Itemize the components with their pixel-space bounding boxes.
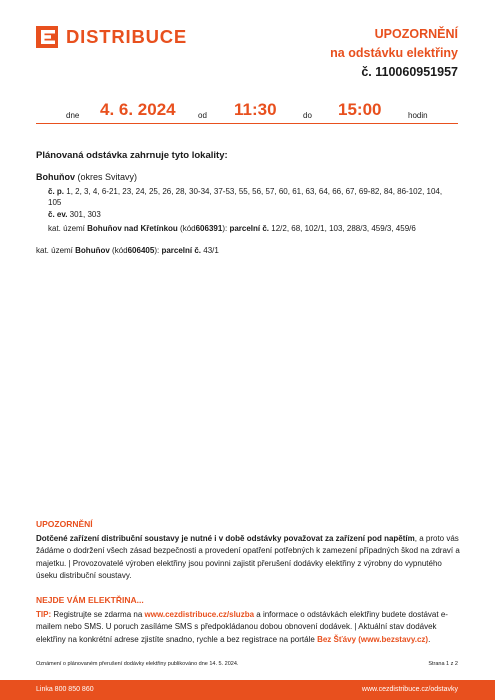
ce-label: č. ev. bbox=[48, 209, 68, 219]
cad1-parcels: 12/2, 68, 102/1, 103, 288/3, 459/3, 459/6 bbox=[271, 224, 416, 233]
cp-values: 1, 2, 3, 4, 6-21, 23, 24, 25, 26, 28, 30-34, 37-53, 55, 56, 57, 60, 61, 63, 64, 66, 67, 69-82, 84, 86-102, 104, bbox=[66, 186, 443, 196]
bezstavy-link[interactable]: (www.bezstavy.cz) bbox=[358, 634, 429, 644]
hotline[interactable]: Linka 800 850 860 bbox=[36, 686, 94, 693]
cez-logo-icon bbox=[36, 26, 58, 48]
cad2-name: Bohuňov bbox=[75, 245, 110, 255]
cad2-code: 606405 bbox=[127, 245, 155, 255]
tip-label: TIP: bbox=[36, 609, 52, 619]
cp-label: č. p. bbox=[48, 186, 65, 196]
outage-to: 15:00 bbox=[338, 100, 382, 119]
cad2-parcels: 43/1 bbox=[203, 245, 219, 255]
warning-text bbox=[36, 533, 461, 583]
outage-date: 4. 6. 2024 bbox=[100, 100, 176, 119]
cadastral-area-2 bbox=[36, 245, 456, 257]
evidence-numbers bbox=[36, 209, 456, 221]
date-label: dne bbox=[66, 111, 80, 120]
ce-values: 301, 303 bbox=[69, 209, 101, 219]
hours-label: hodin bbox=[408, 111, 428, 120]
cad1-prefix: kat. území bbox=[48, 224, 85, 233]
localities-intro: Plánovaná odstávka zahrnuje tyto lokality: bbox=[36, 150, 228, 161]
safety-warning bbox=[36, 518, 461, 583]
tip-end: . bbox=[428, 634, 431, 644]
tip-text bbox=[36, 609, 461, 647]
notice-title: UPOZORNĚNÍ bbox=[374, 27, 458, 41]
divider bbox=[36, 123, 458, 124]
cad1-parcel-label: parcelní č. bbox=[229, 224, 270, 233]
footer-bar bbox=[0, 680, 495, 700]
from-label: od bbox=[198, 111, 207, 120]
tip-text-2: a informace o odstávkách elektřiny budete dostávat e-mailem nebo SMS. U poruch zasíláme SMS s předpokládanou dobou obnovení dodávek. | Aktuální stav dodávek elektřiny na konkrétní adrese zjistíte snadno, rychle a bez registrace na portále bbox=[36, 609, 448, 644]
tip-section bbox=[36, 594, 461, 646]
cad2-code-close: ): bbox=[154, 245, 160, 255]
footer-url[interactable]: www.cezdistribuce.cz/odstavky bbox=[361, 686, 458, 693]
cad1-code: 606391 bbox=[195, 224, 223, 233]
warning-body: , a proto vás žádáme o dodržení všech zásad bezpečnosti a provedení opatření potřebných k zamezení případných škod na zdraví a majetku. | Provozovatelé výroben elektřiny jsou povinni zajistit přerušení dodávky elektřiny z výrobny do vypnutého úseku distribuční soustavy. bbox=[36, 533, 460, 580]
outage-time-row bbox=[36, 100, 458, 122]
notice-subtitle: na odstávku elektřiny bbox=[330, 46, 458, 60]
cad1-name: Bohuňov nad Křetínkou bbox=[87, 224, 178, 233]
tip-title: NEJDE VÁM ELEKTŘINA... bbox=[36, 595, 144, 605]
page-number: Strana 1 z 2 bbox=[428, 661, 458, 667]
bez-stavy-brand: Bez Šťávy bbox=[317, 634, 357, 644]
house-numbers-cont: 105 bbox=[48, 198, 62, 207]
notice-number: č. 110060951957 bbox=[361, 65, 458, 79]
locality-district: (okres Svitavy) bbox=[77, 172, 138, 182]
locality-name: Bohuňov bbox=[36, 172, 75, 182]
cad2-code-label: (kód bbox=[112, 245, 128, 255]
publication-note: Oznámení o plánovaném přerušení dodávky elektřiny publikováno dne 14. 5. 2024. bbox=[36, 661, 239, 667]
notice-header bbox=[330, 25, 458, 82]
house-numbers bbox=[36, 186, 456, 198]
locality-title bbox=[36, 172, 456, 184]
cadastral-area-1 bbox=[36, 223, 456, 235]
cad2-prefix: kat. území bbox=[36, 245, 73, 255]
to-label: do bbox=[303, 111, 312, 120]
locality-block bbox=[36, 172, 456, 256]
registration-link[interactable]: www.cezdistribuce.cz/sluzba bbox=[144, 609, 255, 619]
logo bbox=[36, 26, 187, 48]
logo-text: DISTRIBUCE bbox=[66, 26, 188, 47]
warning-title: UPOZORNĚNÍ bbox=[36, 519, 93, 529]
cad1-code-label: (kód bbox=[180, 224, 196, 233]
outage-from: 11:30 bbox=[234, 100, 277, 119]
cad2-parcel-label: parcelní č. bbox=[161, 245, 202, 255]
tip-text-1: Registrujte se zdarma na bbox=[53, 609, 143, 619]
cad1-code-close: ): bbox=[222, 224, 228, 233]
warning-bold: Dotčené zařízení distribuční soustavy je nutné i v době odstávky považovat za zařízení pod napětím bbox=[36, 533, 415, 543]
